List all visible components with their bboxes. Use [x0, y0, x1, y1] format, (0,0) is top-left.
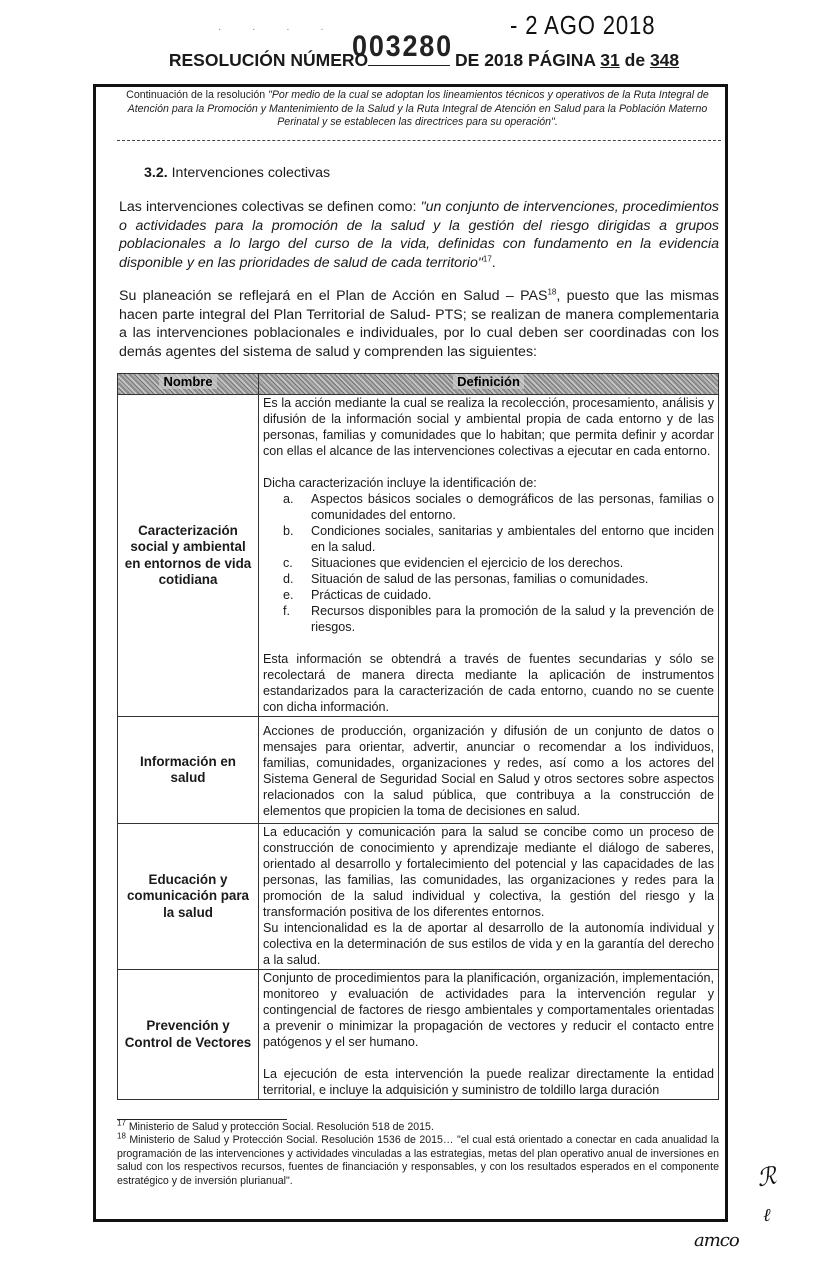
dashed-divider — [117, 140, 721, 141]
list-marker: c. — [283, 556, 293, 570]
definition-intro: Es la acción mediante la cual se realiza la recolección, procesamiento, análisis y difusión de la información social y ambiental propia de cada entorno y de las personas, familias y comunidades que lo habitan; que permita definir y acordar con ellas el alcance de las intervenciones colectivas a ejecutar en cada entorno. — [263, 396, 714, 458]
page-number: 31 — [600, 50, 620, 70]
list-marker: e. — [283, 588, 294, 602]
header-prefix: RESOLUCIÓN NÚMERO — [168, 50, 369, 70]
header-nombre — [118, 374, 259, 395]
list-text: Condiciones sociales, sanitarias y ambientales del entorno que inciden en la salud. — [311, 524, 714, 554]
handwritten-initials: ℛ — [754, 1161, 779, 1193]
list-text: Situaciones que evidencien el ejercicio de los derechos. — [311, 556, 624, 570]
row-definition — [259, 970, 719, 1100]
number-blank — [368, 51, 450, 66]
page-header — [0, 50, 828, 71]
section-heading — [144, 165, 330, 181]
date-stamp: - 2 AGO 2018 — [510, 10, 656, 40]
definition-text: Conjunto de procedimientos para la planificación, organización, implementación, monitoreo y evaluación de actividades para la intervención regular y contingencial de factores de riesgo ambientales y comportamentales orientadas a prevenir o minimizar la propagación de vectores y reducir el contacto entre patógenos y el ser humano. — [263, 971, 714, 1049]
footnote-rule — [117, 1119, 287, 1120]
list-item — [283, 555, 714, 571]
handwritten-signature: amco — [694, 1230, 739, 1251]
continuation-lead: Continuación de la resolución — [126, 89, 269, 101]
footnote-text: Ministerio de Salud y protección Social. Resolución 518 de 2015. — [125, 1121, 434, 1133]
continuation-title: "Por medio de la cual se adoptan los lineamientos técnicos y operativos de la Ruta Integral de Atención para la Promoción y Mantenimiento de la Salud y la Ruta Integral de Atención en Salud para la Población Materno Perinatal y se establecen las directrices para su operación". — [127, 89, 709, 128]
definition-text: La educación y comunicación para la salud se concibe como un proceso de construcción de conocimiento y aprendizaje mediante el diálogo de saberes, orientado al desarrollo y fortalecimiento del potencial y las capacidades de las personas, las familias, las comunidades, las organizaciones y redes para la promoción de la salud individual y colectiva, la gestión del riesgo y la transformación positiva de los diferentes entornos. — [263, 825, 714, 919]
list-marker: b. — [283, 524, 294, 538]
list-item — [283, 587, 714, 603]
header-of: de — [624, 50, 646, 70]
paragraph-definition — [119, 198, 719, 272]
list-item — [283, 523, 714, 555]
p1-lead: Las intervenciones colectivas se definen como: — [119, 199, 421, 215]
list-marker: d. — [283, 572, 294, 586]
list-item — [283, 491, 714, 523]
header-year: DE 2018 PÁGINA — [455, 50, 596, 70]
table-row — [118, 717, 719, 824]
section-title: Intervenciones colectivas — [167, 165, 331, 181]
p2-b: , puesto que las mismas hacen parte integral del Plan Territorial de Salud- PTS; se realizan de manera complementaria a las intervenciones poblacionales e individuales, por lo cual deben ser coordinadas con los demás agentes del sistema de salud y comprenden las siguientes: — [119, 288, 719, 360]
table-row — [118, 970, 719, 1100]
scan-specks: · · · · — [218, 24, 338, 35]
footnote-17 — [117, 1118, 719, 1134]
table-row — [118, 395, 719, 717]
footnote-18 — [117, 1131, 719, 1188]
row-definition — [259, 717, 719, 824]
row-name: Educación y comunicación para la salud — [118, 824, 259, 970]
header-definicion — [259, 374, 719, 395]
table-row — [118, 824, 719, 970]
definition-text-2: La ejecución de esta intervención la puede realizar directamente la entidad territorial, e incluye la adquisición y suministro de toldillo larga duración — [263, 1067, 714, 1097]
footnote-ref-18: 18 — [547, 287, 557, 297]
definition-text: Acciones de producción, organización y difusión de un conjunto de datos o mensajes para orientar, advertir, anunciar o recomendar a los individuos, familias, comunidades, organizaciones y redes, así como a los actores del Sistema General de Seguridad Social en Salud y otros sectores sobre aspectos relacionados con la salud pública, que contribuya a la construcción de elementos que propicien la toma de decisiones en salud. — [263, 724, 714, 818]
footnote-text: Ministerio de Salud y Protección Social. Resolución 1536 de 2015… "el cual está orientado a conectar en cada anualidad la programación de las intervenciones y actividades vinculadas a las estrategias, metas del plan operativo anual de inversiones en salud con los respectivos recursos, fuentes de financiación y responsables, y con los resultados esperados en el componente estratégico y de inversión plurianual". — [117, 1134, 719, 1187]
continuation-note — [115, 89, 720, 130]
row-name: Prevención y Control de Vectores — [118, 970, 259, 1100]
footnote-marker: 17 — [117, 1118, 126, 1128]
list-intro: Dicha caracterización incluye la identificación de: — [263, 476, 537, 490]
characterization-list — [263, 491, 714, 635]
list-text: Aspectos básicos sociales o demográficos de las personas, familias o comunidades del entorno. — [311, 492, 714, 522]
p1-end: . — [491, 254, 496, 271]
list-item — [283, 603, 714, 635]
row-name: Información en salud — [118, 717, 259, 824]
interventions-table — [117, 373, 719, 1100]
definition-text-2: Su intencionalidad es la de aportar al desarrollo de la autonomía individual y colectiva en la determinación de sus estilos de vida y en la garantía del derecho a la salud. — [263, 921, 714, 967]
header-nombre-label: Nombre — [159, 374, 216, 389]
row-definition — [259, 824, 719, 970]
row-name: Caracterización social y ambiental en entornos de vida cotidiana — [118, 395, 259, 717]
table-header-row — [118, 374, 719, 395]
total-pages: 348 — [649, 50, 680, 70]
row-definition — [259, 395, 719, 717]
footnote-marker: 18 — [117, 1131, 126, 1141]
list-marker: a. — [283, 492, 294, 506]
handwritten-mark: ℓ — [763, 1205, 771, 1226]
section-number: 3.2. — [144, 165, 168, 181]
list-text: Situación de salud de las personas, familias o comunidades. — [311, 572, 649, 586]
footnote-ref-17: 17 — [482, 253, 492, 263]
p2-a: Su planeación se reflejará en el Plan de Acción en Salud – PAS — [119, 288, 548, 304]
list-text: Recursos disponibles para la promoción de la salud y la prevención de riesgos. — [311, 604, 714, 634]
footnotes — [117, 1118, 719, 1188]
definition-closing: Esta información se obtendrá a través de fuentes secundarias y sólo se recolectará de manera directa mediante la aplicación de instrumentos estandarizados para la caracterización de cada entorno, cuando no se cuente con dicha información. — [263, 652, 714, 714]
resolution-number-stamp: 003280 — [352, 30, 453, 63]
list-text: Prácticas de cuidado. — [311, 588, 432, 602]
list-item — [283, 571, 714, 587]
list-marker: f. — [283, 604, 290, 618]
header-definicion-label: Definición — [453, 374, 524, 389]
paragraph-planning — [119, 287, 719, 361]
p1-quote: "un conjunto de intervenciones, procedimientos o actividades para la promoción de la salud y la gestión del riesgo dirigidas a grupos poblacionales a lo largo del curso de la vida, definidas con fundamento en la evidencia disponible y en las prioridades de salud de cada territorio" — [119, 199, 720, 271]
